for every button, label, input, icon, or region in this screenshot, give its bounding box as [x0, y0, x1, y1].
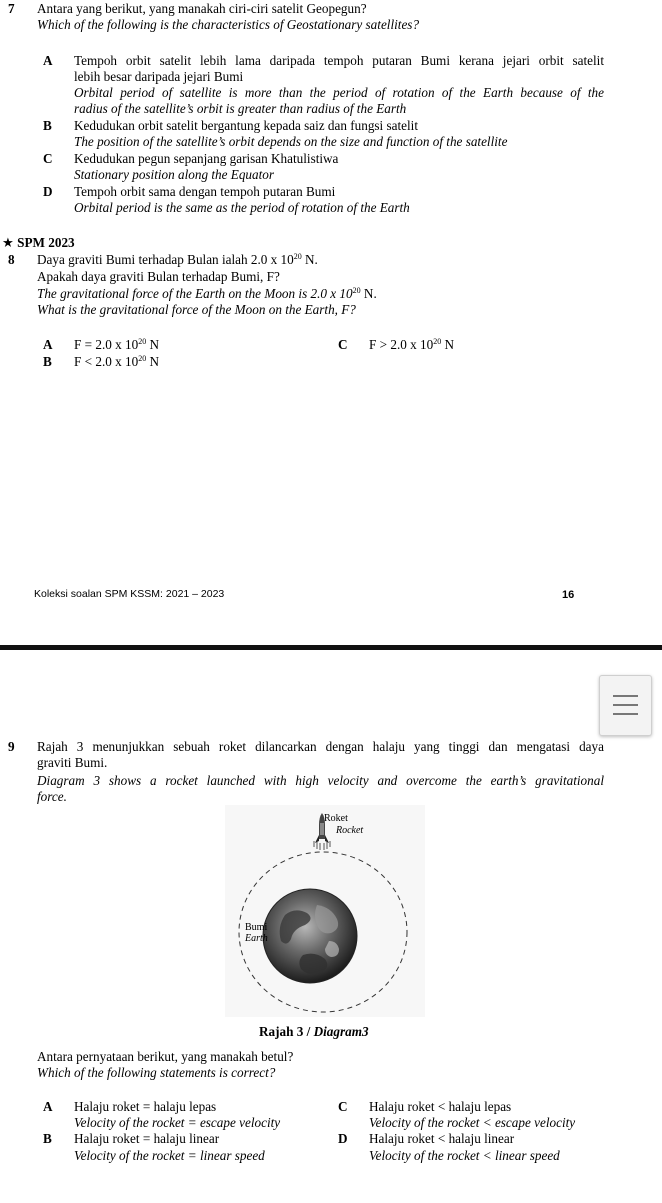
q8-b-value: F < 2.0 x 10	[74, 354, 139, 369]
page-number: 16	[562, 589, 575, 601]
option-b-label[interactable]: B	[43, 1131, 52, 1146]
caption-separator: /	[303, 1024, 314, 1039]
caption-english: Diagram3	[313, 1024, 369, 1039]
spm-year-heading	[2, 235, 75, 252]
footer-source: Koleksi soalan SPM KSSM: 2021 – 2023	[34, 588, 225, 600]
option-a-text	[74, 337, 159, 353]
earth-label-english: Earth	[245, 933, 268, 944]
option-a-english: Velocity of the rocket = escape velocity	[74, 1115, 281, 1130]
question-line2-malay: Apakah daya graviti Bulan terhadap Bumi, F?	[37, 269, 280, 284]
option-d-english: Velocity of the rocket < linear speed	[369, 1148, 560, 1163]
question-malay-line2: graviti Bumi.	[37, 755, 108, 770]
option-b-malay: Halaju roket = halaju linear	[74, 1131, 220, 1146]
q8-line1-exponent: 20	[293, 252, 302, 261]
option-c-english: Velocity of the rocket < escape velocity	[369, 1115, 576, 1130]
diagram-figure	[225, 805, 425, 1017]
q8-b-unit: N	[146, 354, 160, 369]
q8-a-unit: N	[146, 337, 160, 352]
option-a-malay-line1: Tempoh orbit satelit lebih lama daripada tempoh putaran Bumi kerana jejari orbit satelit	[74, 53, 604, 68]
question-stem-malay: Antara yang berikut, yang manakah ciri-ciri satelit Geopegun?	[37, 1, 367, 16]
earth-globe-icon	[263, 889, 357, 983]
option-c-malay: Kedudukan pegun sepanjang garisan Khatulistiwa	[74, 151, 339, 166]
hamburger-menu-button[interactable]	[599, 675, 652, 736]
question-number: 8	[8, 252, 15, 267]
question-line1-malay	[37, 252, 318, 268]
option-d-malay: Tempoh orbit sama dengan tempoh putaran Bumi	[74, 184, 336, 199]
option-c-text	[369, 337, 454, 353]
q8-a-value: F = 2.0 x 10	[74, 337, 139, 352]
option-c-label[interactable]: C	[43, 151, 53, 166]
option-b-text	[74, 354, 159, 370]
earth-label-malay: Bumi	[245, 922, 268, 933]
option-b-english: The position of the satellite’s orbit depends on the size and function of the satellite	[74, 134, 508, 149]
question-line4-english: What is the gravitational force of the Moon on the Earth, F?	[37, 302, 356, 317]
question-line3-english	[37, 286, 377, 302]
option-a-label[interactable]: A	[43, 1099, 53, 1114]
q8-c-unit: N	[441, 337, 455, 352]
spm-year-text: SPM 2023	[17, 235, 75, 250]
rocket-label-malay: Roket	[324, 813, 348, 824]
question-number: 9	[8, 739, 15, 754]
caption-malay: Rajah 3	[259, 1024, 304, 1039]
q8-line1-text: Daya graviti Bumi terhadap Bulan ialah 2.0 x 10	[37, 252, 294, 267]
option-c-label[interactable]: C	[338, 337, 348, 352]
star-icon: ★	[2, 236, 14, 251]
option-c-label[interactable]: C	[338, 1099, 348, 1114]
q8-line3-exponent: 20	[352, 286, 361, 295]
q8-c-exponent: 20	[433, 337, 442, 346]
q8-a-exponent: 20	[138, 337, 147, 346]
option-d-english: Orbital period is the same as the period of rotation of the Earth	[74, 200, 410, 215]
option-a-english-line2: radius of the satellite’s orbit is greater than radius of the Earth	[74, 101, 407, 116]
question-malay-line1: Rajah 3 menunjukkan sebuah roket dilancarkan dengan halaju yang tinggi dan mengatasi daya	[37, 739, 604, 754]
diagram-caption	[259, 1024, 369, 1040]
option-d-label[interactable]: D	[338, 1131, 348, 1146]
diagram-3	[225, 805, 425, 1017]
option-a-label[interactable]: A	[43, 53, 53, 68]
option-c-english: Stationary position along the Equator	[74, 167, 275, 182]
q8-c-value: F > 2.0 x 10	[369, 337, 434, 352]
option-a-malay: Halaju roket = halaju lepas	[74, 1099, 217, 1114]
option-d-label[interactable]: D	[43, 184, 53, 199]
option-a-english-line1: Orbital period of satellite is more than the period of rotation of the Earth because of the	[74, 85, 604, 100]
page-divider	[0, 645, 662, 650]
option-c-malay: Halaju roket < halaju lepas	[369, 1099, 512, 1114]
option-b-label[interactable]: B	[43, 354, 52, 369]
option-d-malay: Halaju roket < halaju linear	[369, 1131, 515, 1146]
q8-line1-end: N.	[301, 252, 318, 267]
option-a-malay-line2: lebih besar daripada jejari Bumi	[74, 69, 244, 84]
option-b-english: Velocity of the rocket = linear speed	[74, 1148, 265, 1163]
question-prompt-english: Which of the following statements is correct?	[37, 1065, 276, 1080]
question-number: 7	[8, 1, 15, 16]
question-english-line1: Diagram 3 shows a rocket launched with high velocity and overcome the earth’s gravitational	[37, 773, 604, 788]
option-b-malay: Kedudukan orbit satelit bergantung kepada saiz dan fungsi satelit	[74, 118, 419, 133]
question-english-line2: force.	[37, 789, 67, 804]
option-b-label[interactable]: B	[43, 118, 52, 133]
question-stem-english: Which of the following is the characteristics of Geostationary satellites?	[37, 17, 420, 32]
q8-line3-text: The gravitational force of the Earth on the Moon is 2.0 x 10	[37, 286, 353, 301]
q8-b-exponent: 20	[138, 354, 147, 363]
q8-line3-end: N.	[360, 286, 377, 301]
rocket-label-english: Rocket	[336, 825, 364, 836]
question-prompt-malay: Antara pernyataan berikut, yang manakah betul?	[37, 1049, 294, 1064]
option-a-label[interactable]: A	[43, 337, 53, 352]
